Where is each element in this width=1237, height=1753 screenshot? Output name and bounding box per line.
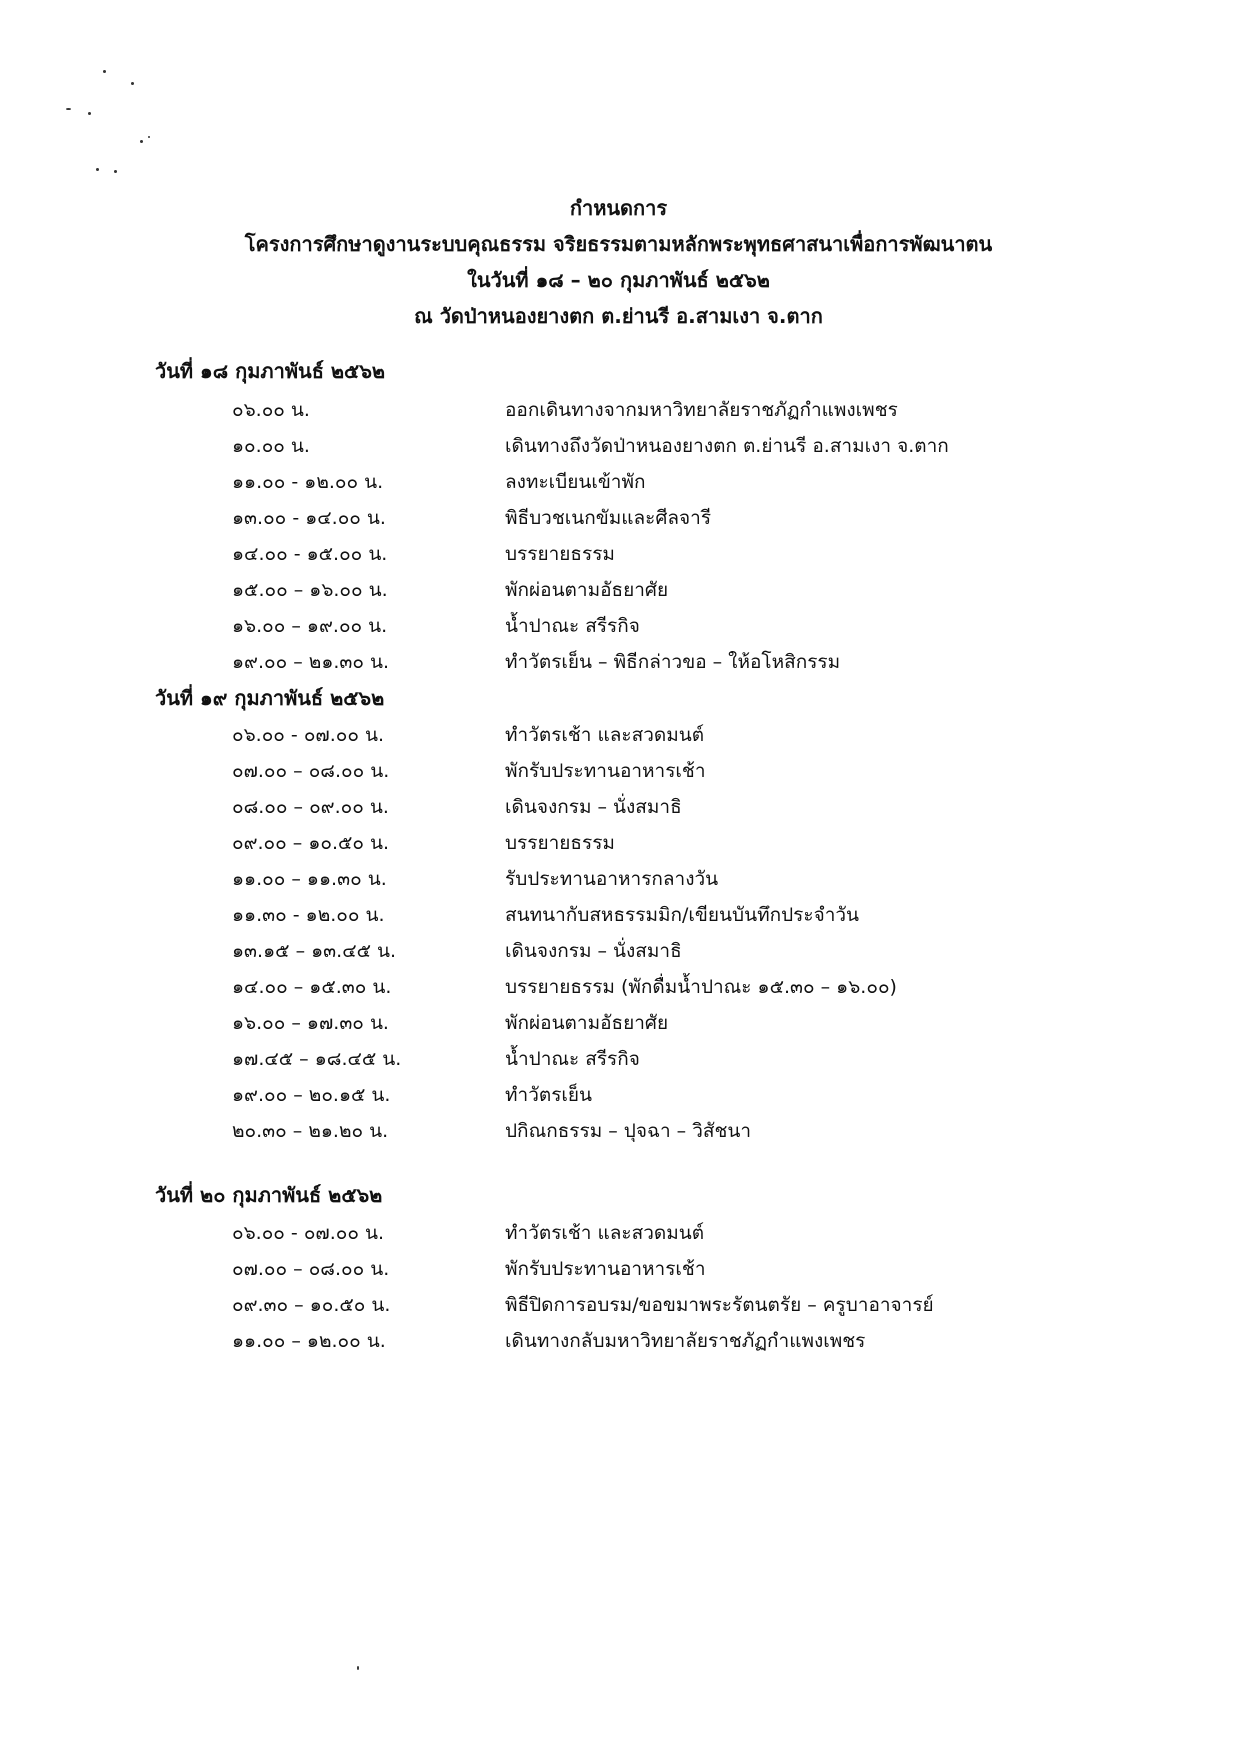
schedule-row (0, 1216, 1237, 1250)
schedule-activity: ลงทะเบียนเข้าพัก (505, 471, 646, 493)
schedule-time: ๑๑.๐๐ - ๑๒.๐๐ น. (232, 471, 384, 493)
schedule-time: ๑๓.๐๐ - ๑๔.๐๐ น. (232, 507, 386, 529)
schedule-time: ๐๖.๐๐ - ๐๗.๐๐ น. (232, 1222, 385, 1244)
schedule-row (0, 1324, 1237, 1358)
schedule-time: ๑๑.๓๐ - ๑๒.๐๐ น. (232, 904, 385, 926)
schedule-time: ๑๙.๐๐ – ๒๑.๓๐ น. (232, 651, 390, 673)
schedule-row (0, 970, 1237, 1004)
scan-speck (96, 168, 99, 171)
schedule-time: ๐๗.๐๐ – ๐๘.๐๐ น. (232, 760, 390, 782)
schedule-time: ๐๙.๓๐ – ๑๐.๕๐ น. (232, 1294, 391, 1316)
schedule-time: ๑๑.๐๐ – ๑๑.๓๐ น. (232, 868, 387, 890)
schedule-time: ๑๔.๐๐ – ๑๕.๓๐ น. (232, 976, 392, 998)
schedule-time: ๑๕.๐๐ – ๑๖.๐๐ น. (232, 579, 388, 601)
schedule-row (0, 645, 1237, 679)
schedule-row (0, 862, 1237, 896)
schedule-activity: น้ำปาณะ สรีรกิจ (505, 1048, 640, 1070)
schedule-time: ๒๐.๓๐ – ๒๑.๒๐ น. (232, 1120, 389, 1142)
scan-speck (66, 108, 71, 110)
schedule-time: ๑๖.๐๐ – ๑๗.๓๐ น. (232, 1012, 389, 1034)
schedule-row (0, 934, 1237, 968)
schedule-activity: ทำวัตรเย็น – พิธีกล่าวขอ – ให้อโหสิกรรม (505, 651, 841, 673)
schedule-row (0, 1006, 1237, 1040)
schedule-time: ๑๐.๐๐ น. (232, 435, 310, 457)
schedule-row (0, 1288, 1237, 1322)
schedule-activity: เดินทางถึงวัดป่าหนองยางตก ต.ย่านรี อ.สามเงา จ.ตาก (505, 435, 949, 457)
schedule-row (0, 465, 1237, 499)
schedule-activity: ปกิณกธรรม – ปุจฉา – วิสัชนา (505, 1120, 752, 1142)
schedule-row (0, 1252, 1237, 1286)
schedule-time: ๐๖.๐๐ - ๐๗.๐๐ น. (232, 724, 385, 746)
header-dates: ในวันที่ ๑๘ – ๒๐ กุมภาพันธ์ ๒๕๖๒ (467, 268, 770, 292)
schedule-activity: พักผ่อนตามอัธยาศัย (505, 1012, 669, 1034)
schedule-activity: เดินทางกลับมหาวิทยาลัยราชภัฏกำแพงเพชร (505, 1330, 866, 1352)
schedule-activity: พักรับประทานอาหารเช้า (505, 760, 706, 782)
scan-speck (103, 70, 106, 73)
scan-speck (88, 112, 91, 115)
schedule-time: ๐๗.๐๐ – ๐๘.๐๐ น. (232, 1258, 390, 1280)
schedule-row (0, 826, 1237, 860)
schedule-activity: พิธีบวชเนกขัมและศีลจารี (505, 507, 712, 529)
schedule-row (0, 537, 1237, 571)
schedule-time: ๑๖.๐๐ – ๑๙.๐๐ น. (232, 615, 388, 637)
schedule-row (0, 754, 1237, 788)
schedule-activity: พักรับประทานอาหารเช้า (505, 1258, 706, 1280)
scan-speck (148, 136, 150, 138)
schedule-row (0, 501, 1237, 535)
schedule-row (0, 573, 1237, 607)
schedule-row (0, 1042, 1237, 1076)
schedule-time: ๑๙.๐๐ – ๒๐.๑๕ น. (232, 1084, 391, 1106)
schedule-activity: ทำวัตรเช้า และสวดมนต์ (505, 1222, 705, 1244)
document-header (0, 190, 1237, 334)
schedule-time: ๑๑.๐๐ – ๑๒.๐๐ น. (232, 1330, 386, 1352)
schedule-time: ๑๔.๐๐ - ๑๕.๐๐ น. (232, 543, 388, 565)
schedule-activity: สนทนากับสหธรรมมิก/เขียนบันทึกประจำวัน (505, 904, 860, 926)
schedule-activity: พักผ่อนตามอัธยาศัย (505, 579, 669, 601)
schedule-activity: ออกเดินทางจากมหาวิทยาลัยราชภัฏกำแพงเพชร (505, 399, 898, 421)
schedule-row (0, 609, 1237, 643)
schedule-activity: บรรยายธรรม (505, 832, 615, 854)
scan-speck (140, 140, 143, 143)
day-heading: วันที่ ๒๐ กุมภาพันธ์ ๒๕๖๒ (155, 1183, 383, 1207)
schedule-activity: บรรยายธรรม (505, 543, 615, 565)
schedule-activity: รับประทานอาหารกลางวัน (505, 868, 719, 890)
schedule-activity: น้ำปาณะ สรีรกิจ (505, 615, 640, 637)
schedule-activity: เดินจงกรม – นั่งสมาธิ (505, 796, 682, 818)
schedule-row (0, 718, 1237, 752)
schedule-activity: พิธีปิดการอบรม/ขอขมาพระรัตนตรัย – ครูบาอาจารย์ (505, 1294, 934, 1316)
schedule-row (0, 898, 1237, 932)
schedule-activity: ทำวัตรเช้า และสวดมนต์ (505, 724, 705, 746)
schedule-row (0, 1114, 1237, 1148)
schedule-row (0, 790, 1237, 824)
day-heading: วันที่ ๑๘ กุมภาพันธ์ ๒๕๖๒ (155, 359, 386, 383)
schedule-row (0, 1078, 1237, 1112)
schedule-activity: ทำวัตรเย็น (505, 1084, 593, 1106)
schedule-activity: เดินจงกรม – นั่งสมาธิ (505, 940, 682, 962)
schedule-time: ๑๓.๑๕ – ๑๓.๔๕ น. (232, 940, 397, 962)
schedule-time: ๑๗.๔๕ – ๑๘.๔๕ น. (232, 1048, 402, 1070)
scan-speck (357, 1666, 359, 1670)
schedule-activity: บรรยายธรรม (พักดื่มน้ำปาณะ ๑๕.๓๐ – ๑๖.๐๐) (505, 976, 897, 998)
header-project: โครงการศึกษาดูงานระบบคุณธรรม จริยธรรมตามหลักพระพุทธศาสนาเพื่อการพัฒนาตน (244, 232, 993, 256)
schedule-time: ๐๖.๐๐ น. (232, 399, 310, 421)
header-venue: ณ วัดป่าหนองยางตก ต.ย่านรี อ.สามเงา จ.ตาก (414, 304, 823, 328)
header-title: กำหนดการ (569, 196, 668, 220)
day-heading: วันที่ ๑๙ กุมภาพันธ์ ๒๕๖๒ (155, 686, 385, 710)
scan-speck (114, 170, 117, 173)
scan-speck (131, 82, 134, 85)
schedule-time: ๐๙.๐๐ – ๑๐.๕๐ น. (232, 832, 390, 854)
schedule-row (0, 393, 1237, 427)
schedule-time: ๐๘.๐๐ – ๐๙.๐๐ น. (232, 796, 389, 818)
schedule-row (0, 429, 1237, 463)
